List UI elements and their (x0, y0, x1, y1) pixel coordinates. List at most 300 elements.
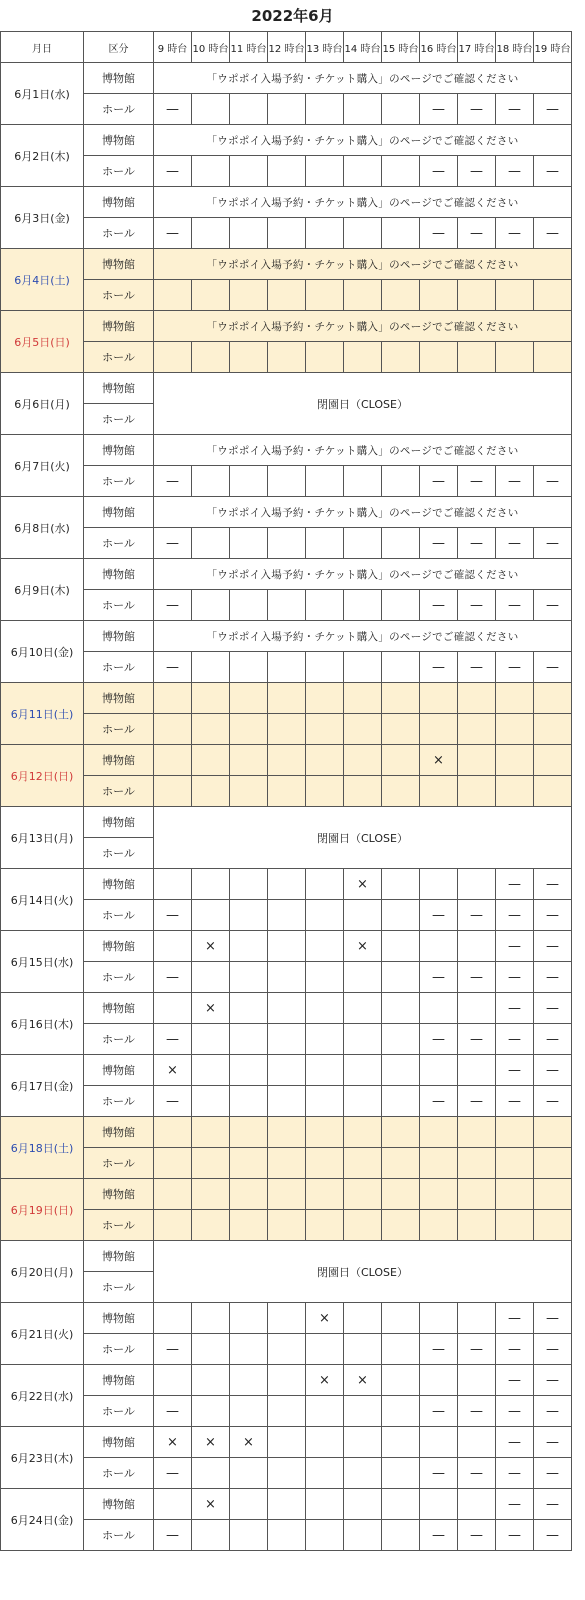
hall-slot (192, 1396, 230, 1427)
hall-slot (306, 652, 344, 683)
hall-slot (154, 1210, 192, 1241)
museum-slot (382, 1489, 420, 1520)
header-hour: 17 時台 (458, 32, 496, 63)
hall-slot (382, 280, 420, 311)
closed-notice: 閉園日（CLOSE） (154, 373, 572, 435)
date-cell: 6月4日(土) (1, 249, 84, 311)
museum-slot (154, 1117, 192, 1148)
reservation-notice: 「ウポポイ入場予約・チケット購入」のページでご確認ください (154, 621, 572, 652)
hall-slot (230, 1210, 268, 1241)
museum-slot (154, 869, 192, 900)
day-row-museum (1, 683, 572, 714)
museum-slot (268, 993, 306, 1024)
museum-slot (420, 1117, 458, 1148)
category-hall: ホール (84, 404, 154, 435)
day-row-hall (1, 1210, 572, 1241)
hall-slot (192, 218, 230, 249)
date-cell: 6月23日(木) (1, 1427, 84, 1489)
hall-slot (344, 1210, 382, 1241)
schedule-table (0, 31, 572, 1551)
hall-slot: — (458, 1024, 496, 1055)
day-row-museum (1, 1303, 572, 1334)
hall-slot (344, 590, 382, 621)
museum-slot (306, 1055, 344, 1086)
hall-slot (306, 714, 344, 745)
hall-slot (230, 280, 268, 311)
museum-slot (230, 745, 268, 776)
hall-slot: — (154, 1458, 192, 1489)
hall-slot: — (420, 1458, 458, 1489)
hall-slot (306, 1210, 344, 1241)
hall-slot: — (534, 1520, 572, 1551)
museum-slot (192, 1365, 230, 1396)
page-title: 2022年6月 (251, 7, 334, 25)
hall-slot (230, 900, 268, 931)
museum-slot (382, 1365, 420, 1396)
museum-slot (382, 1055, 420, 1086)
category-hall: ホール (84, 652, 154, 683)
date-cell: 6月12日(日) (1, 745, 84, 807)
hall-slot: — (496, 1458, 534, 1489)
hall-slot (382, 1458, 420, 1489)
museum-slot: × (154, 1427, 192, 1458)
hall-slot: — (534, 528, 572, 559)
hall-slot (268, 466, 306, 497)
hall-slot: — (496, 1024, 534, 1055)
museum-slot (344, 1117, 382, 1148)
museum-slot (230, 1489, 268, 1520)
hall-slot (230, 776, 268, 807)
category-museum: 博物館 (84, 311, 154, 342)
category-hall: ホール (84, 280, 154, 311)
category-hall: ホール (84, 1024, 154, 1055)
reservation-notice: 「ウポポイ入場予約・チケット購入」のページでご確認ください (154, 125, 572, 156)
day-row-museum (1, 621, 572, 652)
category-museum: 博物館 (84, 931, 154, 962)
hall-slot: — (458, 590, 496, 621)
museum-slot: × (306, 1303, 344, 1334)
hall-slot (192, 1086, 230, 1117)
hall-slot: — (154, 528, 192, 559)
day-row-museum (1, 435, 572, 466)
day-row-museum (1, 559, 572, 590)
day-row-hall (1, 1148, 572, 1179)
museum-slot (382, 931, 420, 962)
museum-slot (420, 1489, 458, 1520)
museum-slot (382, 869, 420, 900)
museum-slot (496, 683, 534, 714)
museum-slot (420, 1427, 458, 1458)
hall-slot (306, 280, 344, 311)
category-hall: ホール (84, 714, 154, 745)
museum-slot: × (192, 993, 230, 1024)
header-hour: 16 時台 (420, 32, 458, 63)
hall-slot: — (458, 528, 496, 559)
hall-slot (306, 1086, 344, 1117)
category-hall: ホール (84, 156, 154, 187)
category-museum: 博物館 (84, 497, 154, 528)
day-row-hall (1, 1396, 572, 1427)
hall-slot (306, 1458, 344, 1489)
hall-slot: — (154, 156, 192, 187)
category-museum: 博物館 (84, 559, 154, 590)
museum-slot (192, 683, 230, 714)
hall-slot (534, 1210, 572, 1241)
day-row-museum (1, 993, 572, 1024)
museum-slot: — (534, 931, 572, 962)
category-museum: 博物館 (84, 683, 154, 714)
hall-slot (230, 528, 268, 559)
hall-slot (496, 1148, 534, 1179)
hall-slot (268, 1520, 306, 1551)
category-museum: 博物館 (84, 1055, 154, 1086)
day-row-museum (1, 1179, 572, 1210)
hall-slot: — (154, 1334, 192, 1365)
hall-slot: — (534, 94, 572, 125)
museum-slot (306, 869, 344, 900)
hall-slot: — (534, 1396, 572, 1427)
day-row-hall (1, 218, 572, 249)
museum-slot (268, 1303, 306, 1334)
hall-slot: — (534, 156, 572, 187)
date-cell: 6月20日(月) (1, 1241, 84, 1303)
hall-slot (192, 1334, 230, 1365)
museum-slot (268, 1055, 306, 1086)
hall-slot: — (534, 590, 572, 621)
museum-slot: — (534, 1489, 572, 1520)
hall-slot (268, 1086, 306, 1117)
hall-slot: — (496, 218, 534, 249)
museum-slot: — (496, 1365, 534, 1396)
hall-slot (344, 652, 382, 683)
hall-slot: — (420, 528, 458, 559)
hall-slot (420, 342, 458, 373)
museum-slot (420, 1055, 458, 1086)
hall-slot: — (496, 466, 534, 497)
hall-slot (382, 1520, 420, 1551)
header-hour: 14 時台 (344, 32, 382, 63)
museum-slot (458, 931, 496, 962)
date-cell: 6月15日(水) (1, 931, 84, 993)
museum-slot: × (306, 1365, 344, 1396)
museum-slot (268, 869, 306, 900)
hall-slot: — (420, 218, 458, 249)
hall-slot (192, 1148, 230, 1179)
museum-slot (268, 1179, 306, 1210)
hall-slot: — (496, 590, 534, 621)
day-row-hall (1, 652, 572, 683)
museum-slot (458, 1055, 496, 1086)
hall-slot: — (534, 466, 572, 497)
hall-slot: — (458, 218, 496, 249)
hall-slot: — (154, 900, 192, 931)
museum-slot (154, 1489, 192, 1520)
category-museum: 博物館 (84, 1117, 154, 1148)
category-hall: ホール (84, 900, 154, 931)
museum-slot: × (192, 1489, 230, 1520)
category-museum: 博物館 (84, 745, 154, 776)
museum-slot (306, 1427, 344, 1458)
hall-slot: — (154, 94, 192, 125)
hall-slot (192, 1210, 230, 1241)
reservation-notice: 「ウポポイ入場予約・チケット購入」のページでご確認ください (154, 249, 572, 280)
hall-slot (344, 900, 382, 931)
hall-slot (458, 280, 496, 311)
category-hall: ホール (84, 1458, 154, 1489)
hall-slot (534, 714, 572, 745)
hall-slot (344, 218, 382, 249)
hall-slot: — (154, 218, 192, 249)
day-row-museum (1, 1117, 572, 1148)
day-row-museum (1, 187, 572, 218)
reservation-notice: 「ウポポイ入場予約・チケット購入」のページでご確認ください (154, 311, 572, 342)
day-row-hall (1, 342, 572, 373)
hall-slot (382, 962, 420, 993)
header-hour: 12 時台 (268, 32, 306, 63)
museum-slot (192, 1117, 230, 1148)
museum-slot (192, 1179, 230, 1210)
day-row-museum (1, 931, 572, 962)
museum-slot: × (192, 1427, 230, 1458)
hall-slot: — (420, 1086, 458, 1117)
hall-slot (268, 218, 306, 249)
hall-slot (230, 1024, 268, 1055)
museum-slot (458, 869, 496, 900)
day-row-museum (1, 1365, 572, 1396)
museum-slot (382, 1117, 420, 1148)
hall-slot (306, 342, 344, 373)
category-hall: ホール (84, 1272, 154, 1303)
museum-slot (344, 1489, 382, 1520)
hall-slot: — (420, 652, 458, 683)
hall-slot (268, 1148, 306, 1179)
museum-slot: — (496, 1303, 534, 1334)
museum-slot (420, 993, 458, 1024)
museum-slot (496, 745, 534, 776)
hall-slot (458, 1210, 496, 1241)
category-museum: 博物館 (84, 125, 154, 156)
reservation-notice: 「ウポポイ入場予約・チケット購入」のページでご確認ください (154, 63, 572, 94)
hall-slot (192, 1520, 230, 1551)
hall-slot: — (154, 1520, 192, 1551)
hall-slot (496, 1210, 534, 1241)
hall-slot: — (420, 900, 458, 931)
museum-slot (192, 745, 230, 776)
museum-slot (154, 683, 192, 714)
category-hall: ホール (84, 1520, 154, 1551)
hall-slot: — (154, 1024, 192, 1055)
hall-slot (268, 652, 306, 683)
museum-slot (306, 683, 344, 714)
hall-slot (306, 1024, 344, 1055)
header-hour: 19 時台 (534, 32, 572, 63)
museum-slot (230, 1055, 268, 1086)
hall-slot (192, 776, 230, 807)
category-museum: 博物館 (84, 1179, 154, 1210)
hall-slot (192, 94, 230, 125)
museum-slot (420, 869, 458, 900)
hall-slot (458, 1148, 496, 1179)
hall-slot (268, 156, 306, 187)
hall-slot (344, 466, 382, 497)
day-row-hall (1, 714, 572, 745)
museum-slot (268, 931, 306, 962)
hall-slot: — (496, 1396, 534, 1427)
museum-slot (230, 1179, 268, 1210)
category-hall: ホール (84, 1334, 154, 1365)
museum-slot (458, 1179, 496, 1210)
hall-slot: — (534, 962, 572, 993)
hall-slot (268, 1210, 306, 1241)
hall-slot: — (458, 1520, 496, 1551)
museum-slot (230, 869, 268, 900)
schedule-body (1, 63, 572, 1551)
museum-slot (268, 745, 306, 776)
date-cell: 6月19日(日) (1, 1179, 84, 1241)
date-cell: 6月10日(金) (1, 621, 84, 683)
museum-slot (230, 683, 268, 714)
reservation-notice: 「ウポポイ入場予約・チケット購入」のページでご確認ください (154, 435, 572, 466)
hall-slot (306, 1520, 344, 1551)
hall-slot: — (420, 1520, 458, 1551)
hall-slot: — (496, 1520, 534, 1551)
hall-slot (268, 776, 306, 807)
date-cell: 6月21日(火) (1, 1303, 84, 1365)
hall-slot (230, 1334, 268, 1365)
date-cell: 6月13日(月) (1, 807, 84, 869)
museum-slot: × (230, 1427, 268, 1458)
museum-slot (230, 1365, 268, 1396)
hall-slot (344, 776, 382, 807)
day-row-hall (1, 1024, 572, 1055)
hall-slot (268, 590, 306, 621)
museum-slot: — (496, 1055, 534, 1086)
date-cell: 6月1日(水) (1, 63, 84, 125)
hall-slot (382, 1210, 420, 1241)
museum-slot (154, 1303, 192, 1334)
museum-slot (192, 869, 230, 900)
day-row-hall (1, 590, 572, 621)
hall-slot (268, 714, 306, 745)
hall-slot: — (420, 94, 458, 125)
museum-slot (420, 1303, 458, 1334)
museum-slot (268, 1117, 306, 1148)
hall-slot (344, 156, 382, 187)
museum-slot (306, 1117, 344, 1148)
header-hour: 10 時台 (192, 32, 230, 63)
day-row-hall (1, 776, 572, 807)
hall-slot (344, 94, 382, 125)
hall-slot (154, 776, 192, 807)
category-hall: ホール (84, 218, 154, 249)
hall-slot (382, 1086, 420, 1117)
hall-slot (192, 280, 230, 311)
museum-slot (344, 993, 382, 1024)
date-cell: 6月9日(木) (1, 559, 84, 621)
hall-slot: — (458, 1396, 496, 1427)
museum-slot (192, 1055, 230, 1086)
hall-slot: — (496, 652, 534, 683)
museum-slot (306, 745, 344, 776)
hall-slot (268, 94, 306, 125)
date-cell: 6月16日(木) (1, 993, 84, 1055)
hall-slot (306, 1148, 344, 1179)
hall-slot: — (420, 1024, 458, 1055)
category-museum: 博物館 (84, 621, 154, 652)
hall-slot (382, 156, 420, 187)
hall-slot: — (458, 156, 496, 187)
hall-slot (382, 900, 420, 931)
museum-slot: × (192, 931, 230, 962)
museum-slot (306, 993, 344, 1024)
header-row (1, 32, 572, 63)
day-row-museum (1, 1489, 572, 1520)
hall-slot (154, 1148, 192, 1179)
hall-slot (420, 280, 458, 311)
hall-slot (344, 1458, 382, 1489)
museum-slot (344, 745, 382, 776)
hall-slot (382, 590, 420, 621)
hall-slot (344, 1086, 382, 1117)
museum-slot (382, 993, 420, 1024)
hall-slot (268, 1334, 306, 1365)
hall-slot (230, 590, 268, 621)
category-hall: ホール (84, 94, 154, 125)
hall-slot: — (154, 962, 192, 993)
hall-slot (420, 776, 458, 807)
hall-slot (192, 156, 230, 187)
day-row-museum (1, 125, 572, 156)
header-date: 月日 (1, 32, 84, 63)
museum-slot (306, 1489, 344, 1520)
museum-slot (230, 1303, 268, 1334)
hall-slot (534, 776, 572, 807)
hall-slot (306, 466, 344, 497)
hall-slot: — (458, 1086, 496, 1117)
hall-slot (344, 280, 382, 311)
category-museum: 博物館 (84, 1241, 154, 1272)
hall-slot (230, 1086, 268, 1117)
hall-slot: — (154, 466, 192, 497)
museum-slot (344, 1179, 382, 1210)
museum-slot: — (534, 869, 572, 900)
date-cell: 6月22日(水) (1, 1365, 84, 1427)
category-museum: 博物館 (84, 869, 154, 900)
museum-slot (382, 683, 420, 714)
hall-slot (382, 714, 420, 745)
museum-slot (192, 1303, 230, 1334)
category-hall: ホール (84, 528, 154, 559)
museum-slot: — (534, 1427, 572, 1458)
hall-slot (192, 714, 230, 745)
hall-slot: — (154, 590, 192, 621)
museum-slot (154, 931, 192, 962)
hall-slot (344, 714, 382, 745)
hall-slot (268, 1396, 306, 1427)
hall-slot (230, 218, 268, 249)
hall-slot (344, 1148, 382, 1179)
hall-slot (382, 94, 420, 125)
category-hall: ホール (84, 962, 154, 993)
hall-slot: — (496, 528, 534, 559)
hall-slot (344, 1520, 382, 1551)
museum-slot (458, 745, 496, 776)
museum-slot (344, 1303, 382, 1334)
hall-slot (382, 1148, 420, 1179)
hall-slot (306, 776, 344, 807)
category-hall: ホール (84, 1210, 154, 1241)
category-museum: 博物館 (84, 1427, 154, 1458)
